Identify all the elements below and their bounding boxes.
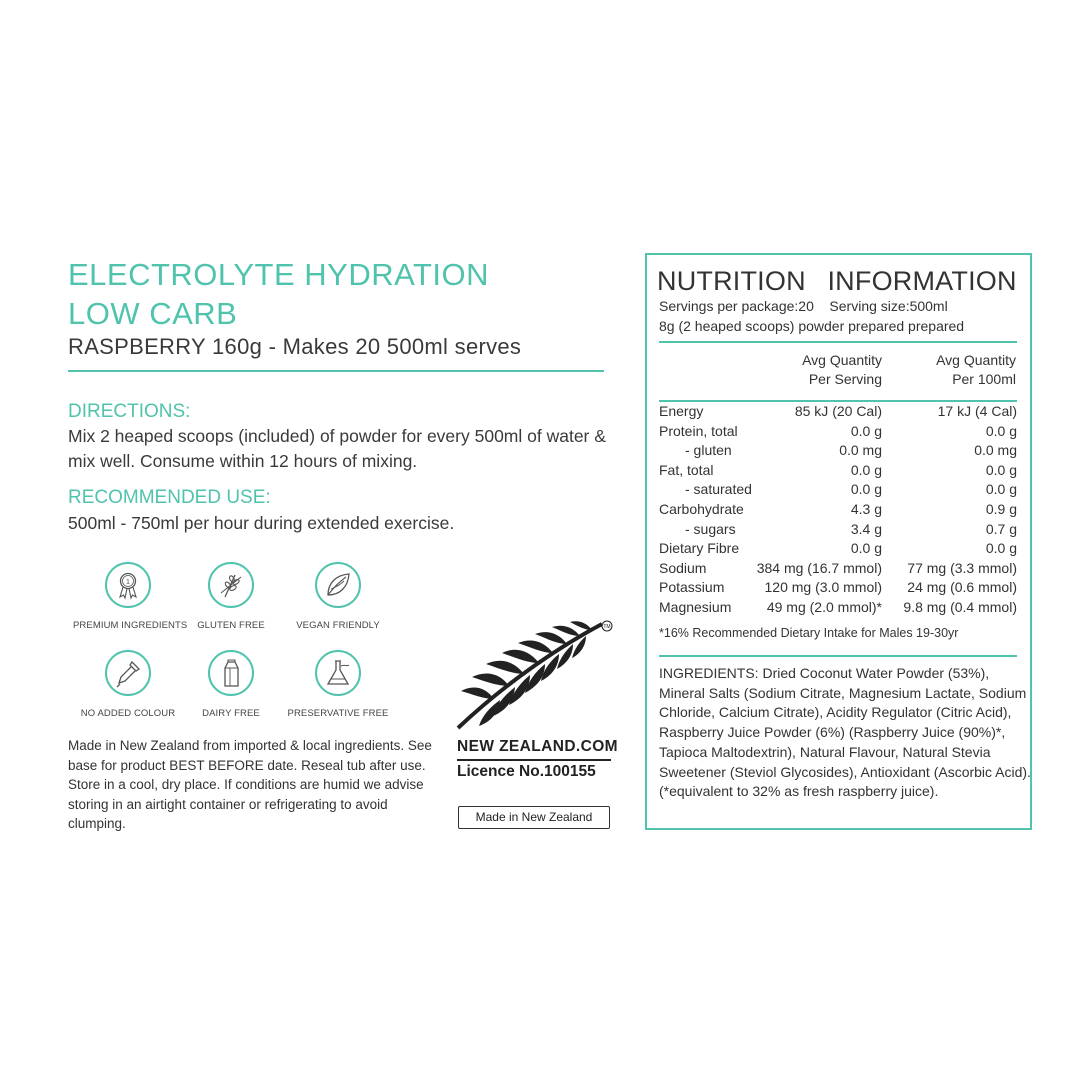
silver-fern-logo [452, 616, 617, 736]
nutrition-title: NUTRITION INFORMATION [657, 266, 1017, 296]
title-divider [68, 370, 604, 372]
table-row [659, 558, 1017, 578]
directions-text: Mix 2 heaped scoops (included) of powder for every 500ml of water & mix well. Consume within 12 hours of mixing. [68, 426, 606, 471]
nutrient-name: - sugars [685, 520, 736, 537]
badge-label: PRESERVATIVE FREE [287, 708, 389, 719]
col-header-line: Avg Quantity [936, 352, 1016, 368]
per-serving-value: 0.0 g [850, 540, 882, 557]
badge-label: GLUTEN FREE [197, 620, 265, 631]
per-serving-value: 85 kJ (20 Cal) [794, 403, 882, 419]
per-100ml-value: 0.0 g [985, 481, 1017, 498]
badge-no-added-colour [73, 650, 183, 719]
per-100ml-value: 24 mg (0.6 mmol) [907, 579, 1017, 596]
flask-icon [315, 650, 361, 696]
badge-label: PREMIUM INGREDIENTS [73, 620, 188, 631]
svg-text:1: 1 [125, 577, 131, 586]
nutrient-name: Dietary Fibre [659, 540, 740, 557]
nutrient-name: Energy [659, 403, 704, 419]
product-title-line2: LOW CARB [68, 296, 238, 331]
leaf-icon [315, 562, 361, 608]
column-header-per-100ml [890, 351, 1016, 389]
table-row [659, 440, 1017, 460]
per-100ml-value: 0.7 g [985, 520, 1017, 537]
per-100ml-value: 77 mg (3.3 mmol) [907, 559, 1017, 576]
ribbon-medal-icon [105, 562, 151, 608]
badge-label: VEGAN FRIENDLY [296, 620, 380, 631]
nutrient-name: Carbohydrate [659, 500, 744, 517]
nz-site-text: NEW ZEALAND.COM [457, 738, 618, 755]
badge-dairy-free [176, 650, 286, 719]
wheat-icon [208, 562, 254, 608]
storage-note: Made in New Zealand from imported & local ingredients. See base for product BEST BEFORE date. Reseal tub after use. Store in a cool, dry place. If conditions are humid we advise storing in an airtight container or refrigerating to avoid clumping. [68, 738, 432, 831]
servings-info: Servings per package:20 Serving size:500ml [659, 298, 948, 314]
table-row [659, 479, 1017, 499]
nutrient-name: Protein, total [659, 422, 738, 439]
nutrition-table [659, 401, 1017, 617]
table-row [659, 401, 1017, 421]
per-serving-value: 3.4 g [850, 520, 882, 537]
badge-label: DAIRY FREE [202, 708, 260, 719]
per-100ml-value: 0.0 mg [974, 442, 1017, 459]
milk-carton-icon [208, 650, 254, 696]
nutrition-footnote: *16% Recommended Dietary Intake for Males 19-30yr [659, 626, 959, 640]
per-serving-value: 0.0 g [850, 461, 882, 478]
per-serving-value: 4.3 g [850, 500, 882, 517]
panel-divider [659, 341, 1017, 343]
col-header-line: Per Serving [808, 371, 882, 387]
nutrient-name: Fat, total [659, 461, 714, 478]
badge-gluten-free [176, 562, 286, 631]
trademark-symbol: TM [603, 624, 611, 630]
table-row [659, 499, 1017, 519]
per-serving-value: 0.0 g [850, 422, 882, 439]
serving-note: 8g (2 heaped scoops) powder prepared prepared [659, 318, 965, 334]
per-100ml-value: 0.0 g [985, 461, 1017, 478]
per-100ml-value: 17 kJ (4 Cal) [937, 403, 1017, 419]
panel-divider [659, 655, 1017, 657]
table-row [659, 519, 1017, 539]
product-subtitle: RASPBERRY 160g - Makes 20 500ml serves [68, 334, 522, 359]
table-row [659, 421, 1017, 441]
recommended-use-heading: RECOMMENDED USE: [68, 487, 271, 508]
directions-heading: DIRECTIONS: [68, 401, 191, 422]
product-title-line1: ELECTROLYTE HYDRATION [68, 257, 490, 292]
badge-premium-ingredients [73, 562, 188, 631]
badge-vegan-friendly [283, 562, 393, 631]
ingredients-text: INGREDIENTS: Dried Coconut Water Powder (53%), Mineral Salts (Sodium Citrate, Magnesium Lactate, Sodium Chloride, Calcium Citrate), Acidity Regulator (Citric Acid), Raspberry Juice Powder (6%) (Raspberry Juice (90%)*, Tapioca Maltodextrin), Natural Flavour, Natural Stevia Sweetener (Steviol Glycosides), Antioxidant (Ascorbic Acid). (*equivalent to 32% as fresh raspberry juice). [659, 665, 1031, 800]
nutrient-name: Potassium [659, 579, 725, 596]
per-100ml-value: 0.0 g [985, 422, 1017, 439]
per-100ml-value: 9.8 mg (0.4 mmol) [903, 598, 1017, 615]
nutrient-name: - gluten [685, 442, 732, 459]
table-row [659, 597, 1017, 617]
per-100ml-value: 0.9 g [985, 500, 1017, 517]
nutrient-name: Magnesium [659, 598, 732, 615]
licence-number: Licence No.100155 [457, 763, 596, 780]
per-serving-value: 49 mg (2.0 mmol)* [766, 598, 882, 615]
per-100ml-value: 0.0 g [985, 540, 1017, 557]
column-header-per-serving [740, 351, 882, 389]
table-row [659, 460, 1017, 480]
nutrient-name: - saturated [685, 481, 752, 498]
made-in-nz-badge: Made in New Zealand [458, 806, 610, 829]
per-serving-value: 120 mg (3.0 mmol) [764, 579, 882, 596]
table-row [659, 577, 1017, 597]
recommended-use-text: 500ml - 750ml per hour during extended exercise. [68, 513, 455, 533]
per-serving-value: 0.0 mg [839, 442, 882, 459]
nutrient-name: Sodium [659, 559, 707, 576]
nz-logo-divider [457, 759, 611, 761]
per-serving-value: 0.0 g [850, 481, 882, 498]
table-row [659, 538, 1017, 558]
badge-preservative-free [283, 650, 393, 719]
col-header-line: Per 100ml [952, 371, 1016, 387]
col-header-line: Avg Quantity [802, 352, 882, 368]
badge-label: NO ADDED COLOUR [80, 708, 176, 719]
per-serving-value: 384 mg (16.7 mmol) [756, 559, 882, 576]
dropper-icon [105, 650, 151, 696]
